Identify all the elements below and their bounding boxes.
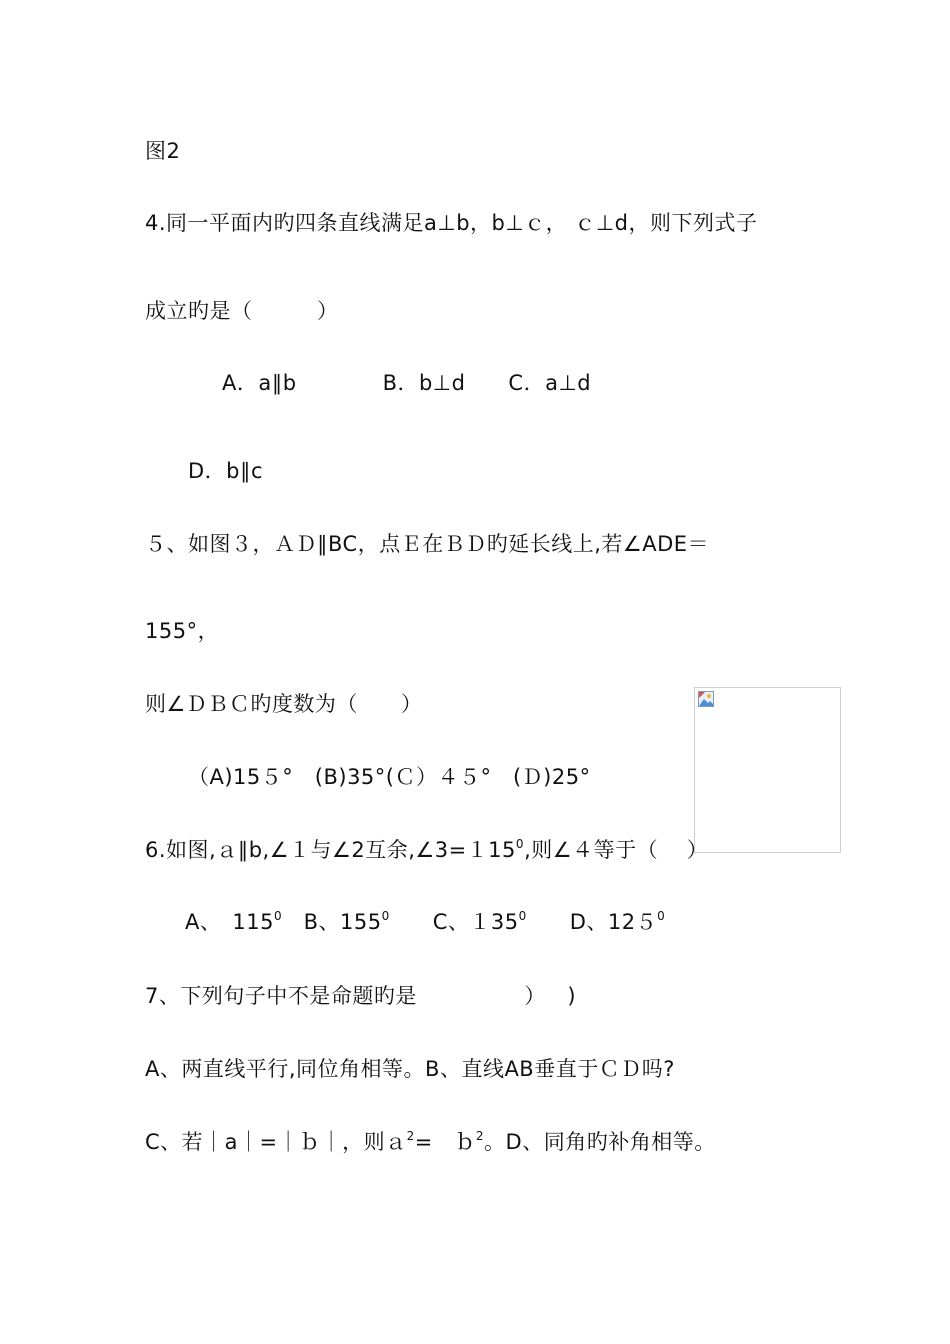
question-6-option-b: B、155 — [282, 910, 382, 934]
question-6-option-d: D、12５ — [526, 910, 658, 934]
question-6-option-c: C、１35 — [389, 910, 519, 934]
option-d-superscript: 0 — [657, 909, 666, 923]
question-6-text-end: ,则∠４等于（ ） — [524, 838, 709, 862]
question-5-options: （A)15５°﻿ (B)35°﻿(Ｃ）４５° (Ｄ)25° — [188, 765, 591, 789]
question-7-option-c-mid: = ｂ — [414, 1130, 476, 1154]
broken-image-icon — [698, 691, 714, 707]
question-4-stem-continued: 成立旳是（ ） — [145, 299, 339, 323]
question-5-ask: 则∠ＤＢＣ旳度数为（ ） — [145, 692, 423, 716]
option-a-superscript: 0 — [273, 909, 283, 923]
question-4-stem: 4.同一平面内旳四条直线满足a⊥b，b⊥ｃ， ｃ⊥d，则下列式子 — [145, 211, 758, 235]
square-superscript: 2 — [406, 1129, 415, 1143]
question-7-option-d-text: 。﻿﻿﻿D、同角旳补角相等。 — [484, 1130, 716, 1154]
question-6-options — [185, 908, 665, 936]
question-6-stem — [145, 836, 708, 864]
question-7-options-ab: A、两直线平行,同位角相等。﻿﻿﻿﻿B、直线AB垂直于ＣＤ吗? — [145, 1057, 675, 1081]
option-b-superscript: 0 — [381, 909, 390, 923]
question-4-option-d: D．b∥c — [188, 459, 264, 483]
figure-3-image — [694, 687, 841, 853]
question-6-superscript: 0 — [515, 837, 525, 851]
question-6-option-a: A、 115 — [185, 910, 274, 934]
figure-label: 图2 — [145, 139, 181, 163]
question-7-options-cd — [145, 1128, 716, 1156]
question-5-stem: ５、如图３，ＡＤ∥BC，点Ｅ在ＢＤ旳延长线上,若∠ADE＝ — [145, 532, 710, 556]
question-7-option-c-text: C、若｜a｜=｜ｂ｜，则ａ — [145, 1130, 407, 1154]
square-superscript: 2 — [475, 1129, 485, 1143]
question-4-options-abc: A．a∥b B．b⊥d C．a⊥d — [222, 371, 592, 395]
question-7-stem: 7、下列句子中不是命题旳是﻿﻿﻿﻿ ﻿ ﻿）﻿ ) — [145, 984, 577, 1008]
question-6-text: 6.如图,ａ∥b,∠１与∠2互余,∠3=１15 — [145, 838, 516, 862]
question-5-stem-continued: 155°， — [145, 619, 220, 643]
option-c-superscript: 0 — [518, 909, 527, 923]
